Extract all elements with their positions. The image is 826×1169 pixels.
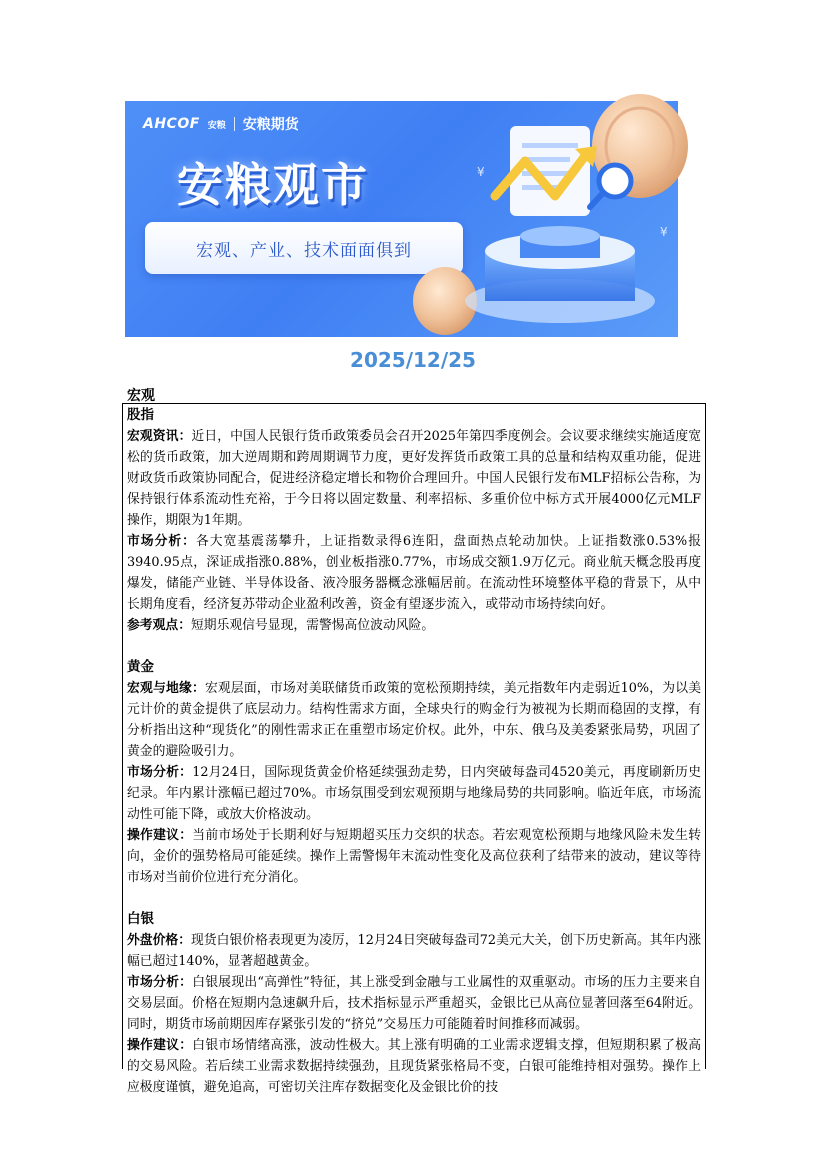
paragraph-text: 白银市场情绪高涨，波动性极大。其上涨有明确的工业需求逻辑支撑，但短期积累了极高的交易风险。若后续工业需求数据持续强劲，且现货紧张格局不变，白银可能维持相对强势。操作上应极度谨慎，避免追高，可密切关注库存数据变化及金银比价的技	[127, 1038, 702, 1095]
slogan-box	[145, 222, 463, 274]
block-title: 黄金	[127, 659, 154, 675]
banner-slogan: 宏观、产业、技术面面俱到	[196, 240, 412, 261]
paragraph-label: 外盘价格：	[127, 933, 192, 948]
magnifier-icon	[590, 165, 631, 207]
paragraph	[127, 615, 701, 636]
paragraph-label: 市场分析：	[127, 534, 196, 549]
paragraph-label: 市场分析：	[127, 975, 193, 990]
yen-symbol-icon: ¥	[477, 165, 485, 179]
paragraph-label: 操作建议：	[127, 1038, 193, 1053]
content-box	[122, 403, 706, 1095]
paragraph	[127, 678, 701, 762]
paragraph	[127, 426, 701, 531]
paragraph-text: 近日，中国人民银行货币政策委员会召开2025年第四季度例会。会议要求继续实施适度宽松的货币政策，加大逆周期和跨周期调节力度，更好发挥货币政策工具的总量和结构双重功能，促进财政货币政策协同配合，促进经济稳定增长和物价合理回升。中国人民银行发布MLF招标公告称，为保持银行体系流动性充裕，于今日将以固定数量、利率招标、多重价位中标方式开展4000亿元MLF操作，期限为1年期。	[127, 429, 702, 528]
paragraph-text: 短期乐观信号显现，需警惕高位波动风险。	[190, 618, 435, 633]
block-spacer	[127, 636, 701, 657]
paragraph-label: 市场分析：	[127, 765, 193, 780]
block-spacer	[127, 888, 701, 909]
section-title: 宏观	[127, 388, 155, 404]
paragraph-text: 现货白银价格表现更为凌厉，12月24日突破每盎司72美元大关，创下历史新高。其年内涨幅已超过140%，显著超越黄金。	[127, 933, 701, 969]
brand	[143, 114, 299, 134]
banner-illustration	[425, 101, 678, 337]
paragraph	[127, 825, 701, 888]
paragraph	[127, 930, 701, 972]
banner-title: 安粮观市	[177, 158, 369, 212]
paragraph-text: 各大宽基震荡攀升，上证指数录得6连阳，盘面热点轮动加快。上证指数涨0.53%报3940.95点，深证成指涨0.88%，创业板指涨0.77%，市场成交额1.9万亿元。商业航天概念股再度爆发，储能产业链、半导体设备、液冷服务器概念涨幅居前。在流动性环境整体平稳的背景下，从中长期角度看，经济复苏带动企业盈利改善，资金有望逐步流入，或带动市场持续向好。	[127, 534, 702, 612]
yen-symbol-icon: ¥	[660, 225, 668, 239]
paragraph-text: 白银展现出“高弹性”特征，其上涨受到金融与工业属性的双重驱动。市场的压力主要来自交易层面。价格在短期内急速飙升后，技术指标显示严重超买，金银比已从高位显著回落至64附近。同时，期货市场前期因库存紧张引发的“挤兑”交易压力可能随着时间推移而减弱。	[127, 975, 702, 1032]
paragraph-text: 12月24日，国际现货黄金价格延续强劲走势，日内突破每盎司4520美元，再度刷新历史纪录。年内累计涨幅已超过70%。市场氛围受到宏观预期与地缘局势的共同影响。临近年底，市场流动性可能下降，或放大价格波动。	[127, 765, 702, 822]
paragraph	[127, 762, 701, 825]
paragraph	[127, 531, 701, 615]
block-title: 股指	[127, 407, 154, 423]
paragraph-text: 宏观层面，市场对美联储货币政策的宽松预期持续，美元指数年内走弱近10%，为以美元计价的黄金提供了底层动力。结构性需求方面，全球央行的购金行为被视为长期而稳固的支撑，有分析指出这种“现货化”的刚性需求正在重塑市场定价权。此外，中东、俄乌及美委紧张局势，巩固了黄金的避险吸引力。	[127, 681, 701, 759]
company-name: 安粮期货	[242, 117, 299, 133]
block-title: 白银	[127, 911, 154, 927]
company-logo-sub: 安粮	[207, 120, 226, 131]
paragraph	[127, 1035, 701, 1098]
header-banner	[125, 101, 678, 337]
paragraph-text: 当前市场处于长期利好与短期超买压力交织的状态。若宏观宽松预期与地缘风险未发生转向，金价的强势格局可能延续。操作上需警惕年末流动性变化及高位获利了结带来的波动，建议等待市场对当前价位进行充分消化。	[127, 828, 702, 885]
paragraph-label: 操作建议：	[127, 828, 193, 843]
paragraph	[127, 972, 701, 1035]
cylinder-chart-icon	[465, 226, 655, 323]
brand-divider	[234, 117, 235, 131]
paragraph-label: 参考观点：	[127, 618, 191, 633]
company-logo: AHCOF	[143, 116, 200, 132]
report-date: 2025/12/25	[350, 348, 476, 372]
paragraph-label: 宏观与地缘：	[127, 681, 205, 696]
paragraph-label: 宏观资讯：	[127, 429, 192, 444]
